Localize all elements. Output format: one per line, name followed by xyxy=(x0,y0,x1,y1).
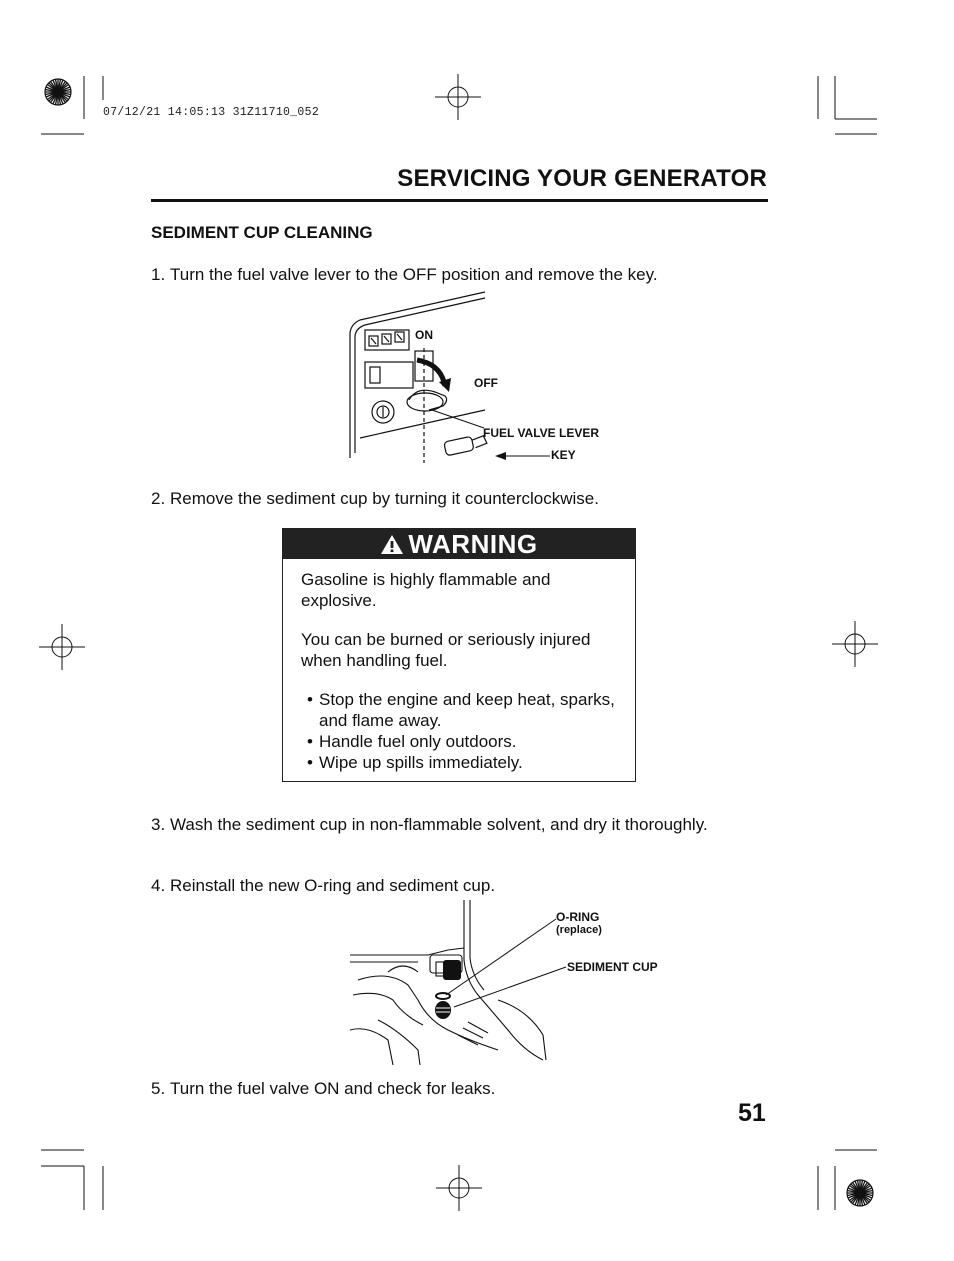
step-number: 5. xyxy=(151,1079,166,1098)
step-text: Turn the fuel valve ON and check for leaks. xyxy=(170,1079,496,1098)
print-metadata: 07/12/21 14:05:13 31Z11710_052 xyxy=(103,106,320,119)
step-text: Wash the sediment cup in non-flammable solvent, and dry it thoroughly. xyxy=(170,815,708,834)
warning-paragraph-1: Gasoline is highly flammable and explosive. xyxy=(301,570,551,610)
warning-box xyxy=(282,528,636,782)
title-rule xyxy=(151,199,768,202)
label-fuel-valve-lever: FUEL VALVE LEVER xyxy=(483,426,600,440)
step-text: Reinstall the new O-ring and sediment cup. xyxy=(170,876,496,895)
label-key: KEY xyxy=(551,448,576,462)
warning-body xyxy=(301,569,621,773)
label-off: OFF xyxy=(474,376,498,390)
step-2 xyxy=(151,488,730,509)
step-number: 3. xyxy=(151,815,166,834)
sediment-cup-leader-lines xyxy=(440,915,570,1015)
page-number: 51 xyxy=(738,1099,766,1127)
warning-header xyxy=(283,529,635,559)
warning-bullet: • Handle fuel only outdoors. xyxy=(307,731,621,752)
step-3 xyxy=(151,814,710,835)
section-title: SERVICING YOUR GENERATOR xyxy=(397,165,767,192)
step-4 xyxy=(151,875,730,896)
label-sediment-cup: SEDIMENT CUP xyxy=(567,960,658,974)
step-text: Remove the sediment cup by turning it counterclockwise. xyxy=(170,489,599,508)
label-o-ring-note: (replace) xyxy=(556,924,602,936)
step-5 xyxy=(151,1078,730,1099)
step-text: Turn the fuel valve lever to the OFF position and remove the key. xyxy=(170,265,658,284)
subheading: SEDIMENT CUP CLEANING xyxy=(151,223,373,242)
step-1 xyxy=(151,264,730,285)
label-on: ON xyxy=(415,328,433,342)
warning-bullet-list xyxy=(301,689,621,773)
warning-paragraph-2: You can be burned or seriously injured when handling fuel. xyxy=(301,630,591,670)
step-number: 1. xyxy=(151,265,166,284)
step-number: 4. xyxy=(151,876,166,895)
warning-bullet: • Wipe up spills immediately. xyxy=(307,752,621,773)
warning-bullet: • Stop the engine and keep heat, sparks, and flame away. xyxy=(307,689,621,731)
label-o-ring: O-RING xyxy=(556,910,600,924)
warning-triangle-icon xyxy=(380,534,404,555)
step-number: 2. xyxy=(151,489,166,508)
warning-title: WARNING xyxy=(408,528,538,559)
